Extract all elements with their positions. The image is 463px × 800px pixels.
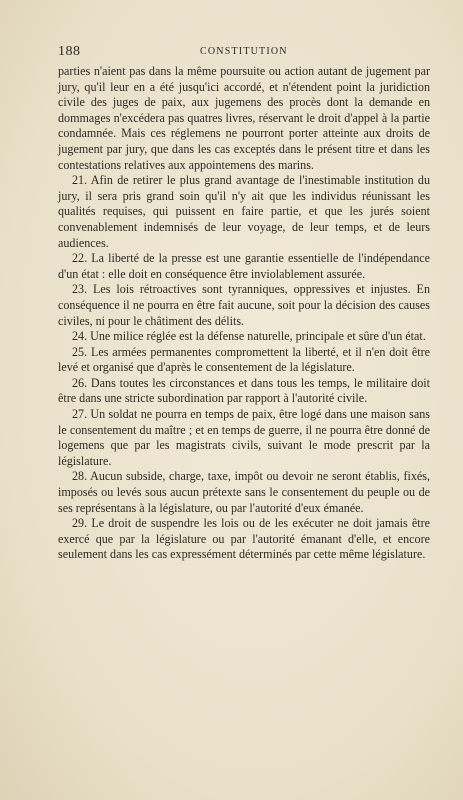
body-text (58, 64, 430, 563)
page-header (58, 44, 430, 60)
article-28: 28. Aucun subside, charge, taxe, impôt ou devoir ne seront établis, fixés, imposés ou levés sous aucun prétexte sans le consentement du peuple ou de ses représentans à la législature, ou par l'autorité d'eux émanée. (58, 469, 430, 515)
article-22: 22. La liberté de la presse est une garantie essentielle de l'indépendance d'un état : elle doit en conséquence être inviolablement assurée. (58, 251, 430, 281)
article-23: 23. Les lois rétroactives sont tyranniques, oppressives et injustes. En conséquence il ne pourra en être fait aucune, soit pour la décision des causes civiles, ni pour le châtiment des délits. (58, 282, 430, 328)
article-26: 26. Dans toutes les circonstances et dans tous les temps, le militaire doit être dans une stricte subordination par rapport à l'autorité civile. (58, 375, 430, 406)
book-page (58, 44, 430, 563)
article-21: 21. Afin de retirer le plus grand avantage de l'inestimable institution du jury, il sera pris grand soin qu'il n'y ait que les individus réunissant les qualités requises, qui puissent en faire partie, et que les jurés soient convenablement indemnisés de leur voyage, de leur temps, et de leurs audiences. (58, 173, 430, 250)
article-24: 24. Une milice réglée est la défense naturelle, principale et sûre d'un état. (72, 329, 426, 344)
running-head: CONSTITUTION (200, 46, 288, 57)
article-25: 25. Les armées permanentes compromettent la liberté, et il n'en doit être levé et organisé que d'après le consentement de la législature. (58, 344, 430, 375)
page-number: 188 (58, 44, 81, 59)
article-29: 29. Le droit de suspendre les lois ou de les exécuter ne doit jamais être exercé que par la législature ou par l'autorité émanant d'elle, et encore seulement dans les cas expressément déterminés par cette même législature. (58, 516, 430, 562)
paragraph-continued: parties n'aient pas dans la même poursuite ou action autant de jugement par jury, qu'il leur en a été jusqu'ici accordé, et n'étendent point la juridiction civile des juges de paix, aux jugemens des procès dont la demande en dommages n'excédera pas quatres livres, réservant le droit d'appel à la partie condamnée. Mais ces réglemens ne pourront porter atteinte aux droits de jugement par jury, que dans les cas exceptés dans le présent titre et dans les contestations relatives aux appointemens des marins. (58, 64, 430, 172)
article-27: 27. Un soldat ne pourra en temps de paix, être logé dans une maison sans le consentement du maître ; et en temps de guerre, il ne pourra être donné de logemens que par les magistrats civils, suivant le mode prescrit par la législature. (58, 407, 430, 468)
